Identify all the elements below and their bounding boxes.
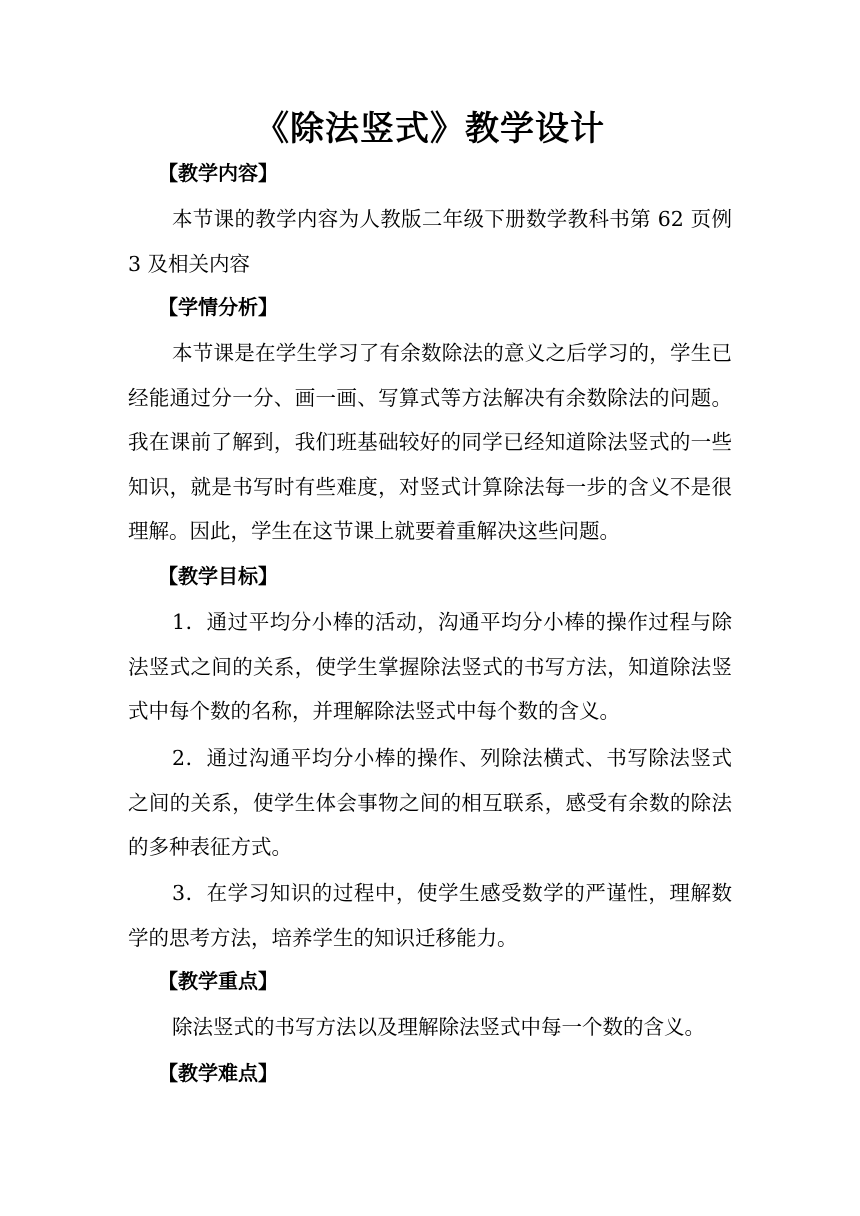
document-title: 《除法竖式》教学设计	[255, 109, 605, 149]
section-heading-teaching-content: 【教学内容】	[158, 161, 278, 185]
section-heading-key-points: 【教学重点】	[158, 969, 278, 993]
paragraph-teaching-content: 本节课的教学内容为人教版二年级下册数学教科书第 62 页例 3 及相关内容	[128, 207, 732, 276]
section-heading-difficult-points: 【教学难点】	[158, 1061, 278, 1085]
paragraph-goal-2: 2．通过沟通平均分小棒的操作、列除法横式、书写除法竖式之间的关系，使学生体会事物之间的相互联系，感受有余数的除法的多种表征方式。	[128, 746, 732, 859]
paragraph-student-analysis: 本节课是在学生学习了有余数除法的意义之后学习的，学生已经能通过分一分、画一画、写算式等方法解决有余数除法的问题。我在课前了解到，我们班基础较好的同学已经知道除法竖式的一些知识，就是书写时有些难度，对竖式计算除法每一步的含义不是很理解。因此，学生在这节课上就要着重解决这些问题。	[128, 341, 732, 543]
section-heading-student-analysis: 【学情分析】	[158, 295, 278, 319]
paragraph-goal-1: 1．通过平均分小棒的活动，沟通平均分小棒的操作过程与除法竖式之间的关系，使学生掌握除法竖式的书写方法，知道除法竖式中每个数的名称，并理解除法竖式中每个数的含义。	[128, 610, 732, 723]
paragraph-goal-3: 3．在学习知识的过程中，使学生感受数学的严谨性，理解数学的思考方法，培养学生的知识迁移能力。	[128, 881, 732, 950]
paragraph-key-points: 除法竖式的书写方法以及理解除法竖式中每一个数的含义。	[172, 1015, 705, 1039]
section-heading-teaching-goals: 【教学目标】	[158, 564, 278, 588]
